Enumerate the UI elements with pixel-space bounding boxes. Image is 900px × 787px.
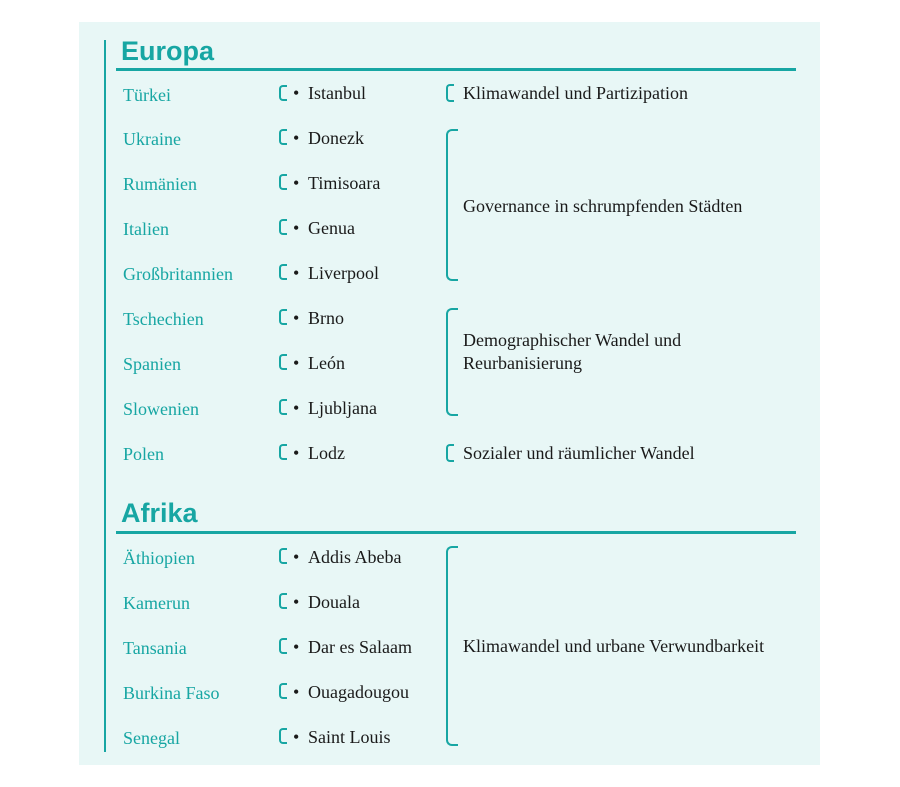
city-bracket-icon	[279, 593, 287, 609]
city-bracket-icon	[279, 399, 287, 415]
country-label: Polen	[123, 444, 165, 464]
city-label: Dar es Salaam	[308, 637, 412, 657]
bullet-icon: •	[293, 128, 300, 148]
city-item	[293, 353, 345, 373]
city-label: Addis Abeba	[308, 547, 402, 567]
city-label: Timisoara	[308, 173, 381, 193]
city-bracket-icon	[279, 219, 287, 235]
topic-label: Sozialer und räumlicher Wandel	[463, 443, 695, 463]
city-label: León	[308, 353, 345, 373]
city-bracket-icon	[279, 309, 287, 325]
country-label: Türkei	[123, 85, 171, 105]
bullet-icon: •	[293, 353, 300, 373]
topic-label: Klimawandel und urbane Verwundbarkeit	[463, 636, 765, 656]
bullet-icon: •	[293, 443, 300, 463]
topic-label: Governance in schrumpfenden Städten	[463, 196, 743, 216]
city-item	[293, 592, 360, 612]
city-item	[293, 398, 377, 418]
city-bracket-icon	[279, 129, 287, 145]
bullet-icon: •	[293, 308, 300, 328]
city-label: Lodz	[308, 443, 345, 463]
city-item	[293, 263, 379, 283]
bullet-icon: •	[293, 592, 300, 612]
bullet-icon: •	[293, 398, 300, 418]
city-label: Ljubljana	[308, 398, 377, 418]
country-label: Tschechien	[123, 309, 204, 329]
city-bracket-icon	[279, 444, 287, 460]
city-item	[293, 547, 402, 567]
country-label: Ukraine	[123, 129, 181, 149]
topic-bracket-icon	[446, 546, 458, 746]
city-label: Brno	[308, 308, 344, 328]
bullet-icon: •	[293, 173, 300, 193]
bullet-icon: •	[293, 682, 300, 702]
city-bracket-icon	[279, 638, 287, 654]
topic-label: Reurbanisierung	[463, 353, 582, 373]
country-label: Rumänien	[123, 174, 197, 194]
country-label: Burkina Faso	[123, 683, 220, 703]
city-item	[293, 637, 412, 657]
bullet-icon: •	[293, 218, 300, 238]
country-label: Tansania	[123, 638, 187, 658]
city-label: Genua	[308, 218, 355, 238]
bullet-icon: •	[293, 263, 300, 283]
city-item	[293, 83, 366, 103]
country-label: Spanien	[123, 354, 181, 374]
city-bracket-icon	[279, 354, 287, 370]
topic-label: Klimawandel und Partizipation	[463, 83, 688, 103]
topic-bracket-icon	[446, 444, 454, 462]
city-item	[293, 218, 355, 238]
city-bracket-icon	[279, 85, 287, 101]
section-rule-afrika	[116, 531, 796, 534]
country-label: Senegal	[123, 728, 180, 748]
country-label: Kamerun	[123, 593, 190, 613]
topic-label: Demographischer Wandel und	[463, 330, 682, 350]
city-label: Liverpool	[308, 263, 379, 283]
city-bracket-icon	[279, 264, 287, 280]
topic-bracket-icon	[446, 308, 458, 416]
bullet-icon: •	[293, 83, 300, 103]
city-item	[293, 308, 344, 328]
city-bracket-icon	[279, 683, 287, 699]
country-label: Äthiopien	[123, 548, 195, 568]
country-label: Italien	[123, 219, 169, 239]
city-bracket-icon	[279, 728, 287, 744]
country-label: Großbritannien	[123, 264, 233, 284]
city-label: Ouagadougou	[308, 682, 409, 702]
city-label: Donezk	[308, 128, 364, 148]
city-label: Istanbul	[308, 83, 366, 103]
city-label: Saint Louis	[308, 727, 391, 747]
section-rule-europa	[116, 68, 796, 71]
left-accent-line	[104, 40, 106, 752]
country-label: Slowenien	[123, 399, 199, 419]
bullet-icon: •	[293, 637, 300, 657]
city-item	[293, 173, 380, 193]
bullet-icon: •	[293, 547, 300, 567]
section-heading-afrika: Afrika	[121, 498, 198, 528]
section-heading-europa: Europa	[121, 36, 215, 66]
topic-bracket-icon	[446, 84, 454, 102]
bullet-icon: •	[293, 727, 300, 747]
city-item	[293, 443, 345, 463]
city-item	[293, 682, 409, 702]
city-item	[293, 727, 391, 747]
city-bracket-icon	[279, 548, 287, 564]
city-item	[293, 128, 364, 148]
topic-bracket-icon	[446, 129, 458, 281]
city-label: Douala	[308, 592, 360, 612]
city-bracket-icon	[279, 174, 287, 190]
